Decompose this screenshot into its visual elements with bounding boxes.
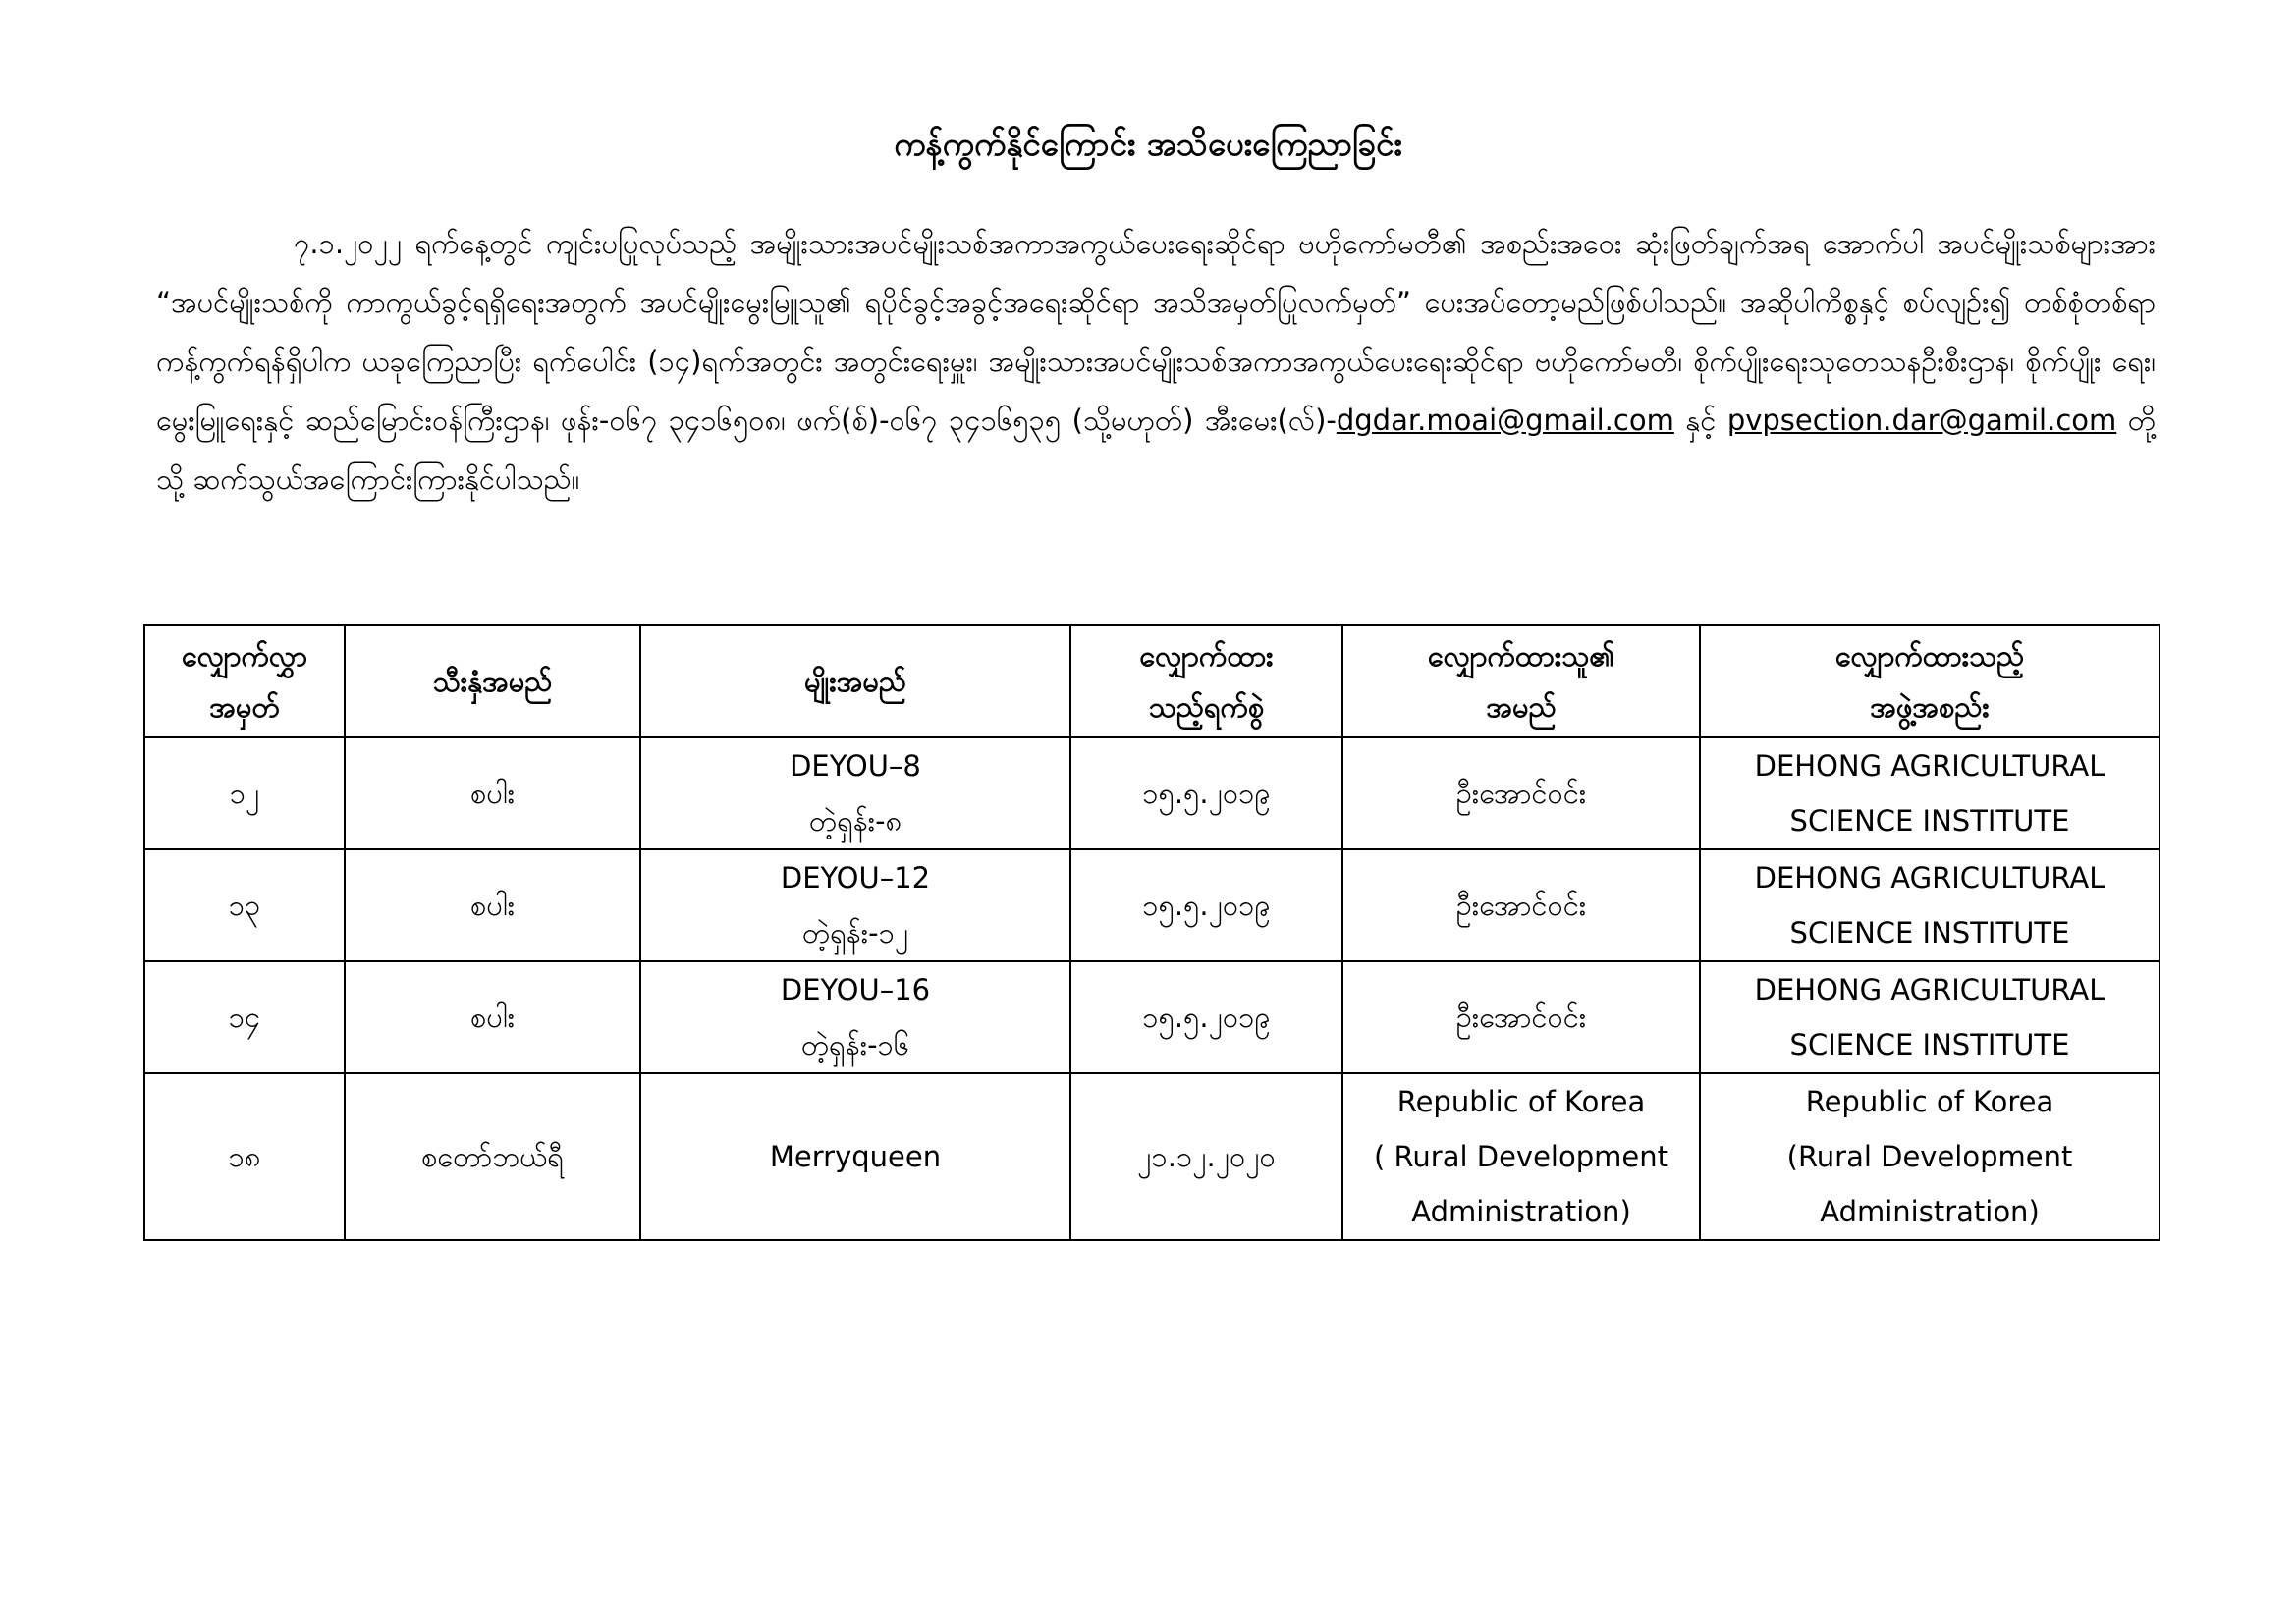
cell-applicant: Republic of Korea ( Rural Development Administration) bbox=[1342, 1073, 1700, 1240]
cell-application-number: ၁၄ bbox=[144, 961, 345, 1073]
table-row bbox=[144, 737, 2159, 849]
header-applicant-organization: လျှောက်ထားသည့် အဖွဲ့အစည်း bbox=[1700, 625, 2159, 737]
cell-organization: DEHONG AGRICULTURAL SCIENCE INSTITUTE bbox=[1700, 849, 2159, 961]
cell-crop: စပါး bbox=[345, 961, 640, 1073]
cell-applicant: ဦးအောင်ဝင်း bbox=[1342, 961, 1700, 1073]
cell-applicant: ဦးအောင်ဝင်း bbox=[1342, 849, 1700, 961]
cell-application-number: ၁၈ bbox=[144, 1073, 345, 1240]
header-application-number: လျှောက်လွှာ အမှတ် bbox=[144, 625, 345, 737]
cell-date: ၂၁.၁၂.၂၀၂၀ bbox=[1070, 1073, 1342, 1240]
cell-application-number: ၁၃ bbox=[144, 849, 345, 961]
header-application-date: လျှောက်ထား သည့်ရက်စွဲ bbox=[1070, 625, 1342, 737]
table-row bbox=[144, 961, 2159, 1073]
notice-body-closing: တို့သို့ ဆက်သွယ်အကြောင်းကြားနိုင်ပါသည်။ bbox=[156, 404, 2156, 496]
email-link-dgdar[interactable]: dgdar.moai@gmail.com bbox=[1336, 404, 1674, 437]
cell-organization: DEHONG AGRICULTURAL SCIENCE INSTITUTE bbox=[1700, 737, 2159, 849]
header-variety-name: မျိုးအမည် bbox=[640, 625, 1070, 737]
cell-crop: စပါး bbox=[345, 737, 640, 849]
cell-organization: DEHONG AGRICULTURAL SCIENCE INSTITUTE bbox=[1700, 961, 2159, 1073]
cell-crop: စပါး bbox=[345, 849, 640, 961]
notice-body-text: ၇.၁.၂၀၂၂ ရက်နေ့တွင် ကျင်းပပြုလုပ်သည့် အမျိုးသားအပင်မျိုးသစ်အကာအကွယ်ပေးရေးဆိုင်ရာ ဗဟိုကော်မတီ၏ အစည်းအဝေး ဆုံးဖြတ်ချက်အရ အောက်ပါ အပင်မျိုးသစ်များအား “အပင်မျိုးသစ်ကို ကာကွယ်ခွင့်ရရှိရေးအတွက် အပင်မျိုးမွေးမြူသူ၏ ရပိုင်ခွင့်အခွင့်အရေးဆိုင်ရာ အသိအမှတ်ပြုလက်မှတ်” ပေးအပ်တော့မည်ဖြစ်ပါသည်။ အဆိုပါကိစ္စနှင့် စပ်လျဉ်း၍ တစ်စုံတစ်ရာကန့်ကွက်ရန်ရှိပါက ယခုကြေညာပြီး ရက်ပေါင်း (၁၄)ရက်အတွင်း အတွင်းရေးမှူး၊ အမျိုးသားအပင်မျိုးသစ်အကာအကွယ်ပေးရေးဆိုင်ရာ ဗဟိုကော်မတီ၊ စိုက်ပျိုးရေးသုတေသနဦးစီးဌာန၊ စိုက်ပျိုး ရေး၊ မွေးမြူရေးနှင့် ဆည်မြောင်းဝန်ကြီးဌာန၊ ဖုန်း-၀၆၇ ၃၄၁၆၅၀၈၊ ဖက်(စ်)-၀၆၇ ၃၄၁၆၅၃၅ (သို့မဟုတ်) အီးမေး(လ်)- bbox=[156, 227, 2156, 437]
cell-date: ၁၅.၅.၂၀၁၉ bbox=[1070, 849, 1342, 961]
cell-crop: စတော်ဘယ်ရီ bbox=[345, 1073, 640, 1240]
page-title: ကန့်ကွက်နိုင်ကြောင်း အသိပေးကြေညာခြင်း bbox=[894, 125, 1402, 163]
applications-table bbox=[143, 624, 2160, 1241]
cell-date: ၁၅.၅.၂၀၁၉ bbox=[1070, 961, 1342, 1073]
cell-organization: Republic of Korea (Rural Development Administration) bbox=[1700, 1073, 2159, 1240]
email-link-pvpsection[interactable]: pvpsection.dar@gamil.com bbox=[1726, 404, 2117, 437]
cell-date: ၁၅.၅.၂၀၁၉ bbox=[1070, 737, 1342, 849]
table-header-row bbox=[144, 625, 2159, 737]
notice-body bbox=[156, 214, 2156, 509]
cell-variety: DEYOU–12 တဲ့ရှန်း-၁၂ bbox=[640, 849, 1070, 961]
cell-variety: Merryqueen bbox=[640, 1073, 1070, 1240]
cell-applicant: ဦးအောင်ဝင်း bbox=[1342, 737, 1700, 849]
table-row bbox=[144, 849, 2159, 961]
cell-variety: DEYOU–16 တဲ့ရှန်း-၁၆ bbox=[640, 961, 1070, 1073]
notice-body-connector: နှင့် bbox=[1673, 404, 1727, 437]
table-row bbox=[144, 1073, 2159, 1240]
cell-application-number: ၁၂ bbox=[144, 737, 345, 849]
cell-variety: DEYOU–8 တဲ့ရှန်း-၈ bbox=[640, 737, 1070, 849]
header-applicant-name: လျှောက်ထားသူ၏ အမည် bbox=[1342, 625, 1700, 737]
header-crop-name: သီးနှံအမည် bbox=[345, 625, 640, 737]
